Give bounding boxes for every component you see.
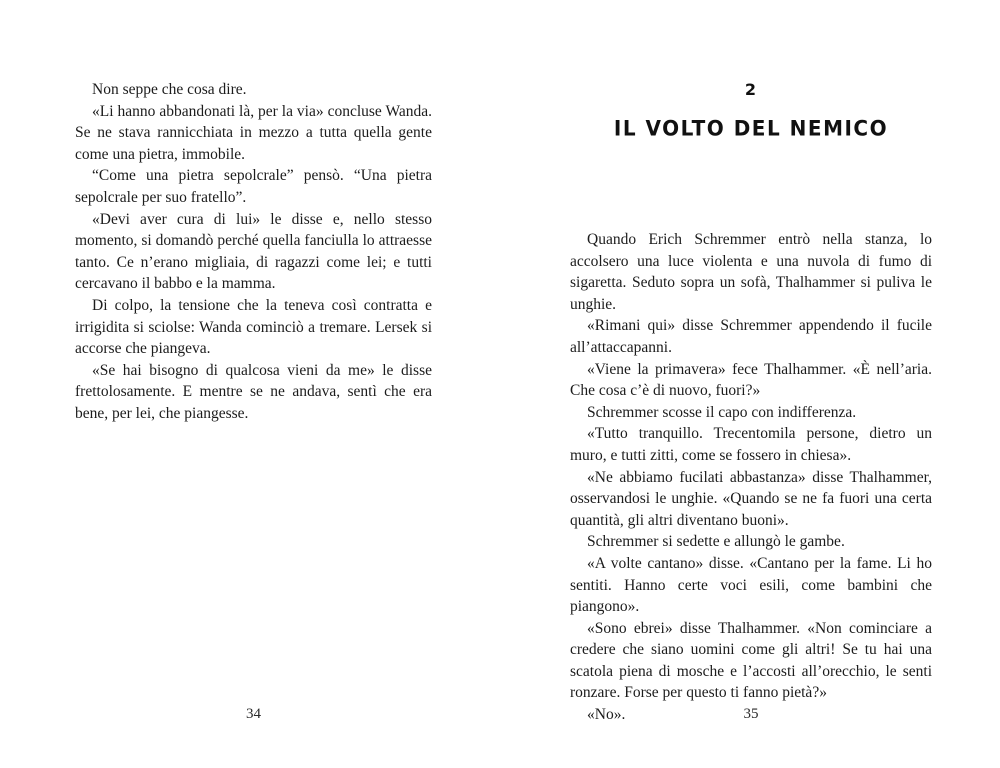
left-page-number: 34: [246, 706, 261, 722]
right-page-number: 35: [743, 706, 759, 722]
right-page-text: [570, 229, 932, 726]
paragraph: «A volte cantano» disse. «Cantano per la fame. Li ho sentiti. Hanno certe voci esili, come bambini che piangono».: [570, 554, 932, 616]
left-page-text: [75, 79, 432, 425]
paragraph: «Ne abbiamo fucilati abbastanza» disse Thalhammer, osservandosi le unghie. «Quando se ne fa fuori una certa quantità, gli altri diventano buoni».: [570, 468, 932, 529]
chapter-title: IL VOLTO DEL NEMICO: [613, 115, 889, 141]
paragraph: «Se hai bisogno di qualcosa vieni da me» le disse frettolosamente. E mentre se ne andava, sentì che era bene, per lei, che piangesse.: [75, 361, 432, 422]
paragraph: «No».: [587, 706, 626, 724]
paragraph: Schremmer scosse il capo con indifferenza.: [587, 403, 857, 421]
paragraph: «Rimani qui» disse Schremmer appendendo il fucile all’attaccapanni.: [570, 317, 932, 356]
paragraph: “Come una pietra sepolcrale” pensò. “Una pietra sepolcrale per suo fratello”.: [75, 167, 432, 206]
paragraph: «Tutto tranquillo. Trecentomila persone, dietro un muro, e tutti zitti, come se fossero in chiesa».: [570, 425, 932, 464]
paragraph: Di colpo, la tensione che la teneva così contratta e irrigidita si sciolse: Wanda cominciò a tremare. Lersek si accorse che piangeva.: [75, 296, 432, 358]
paragraph: «Viene la primavera» fece Thalhammer. «È nell’aria. Che cosa c’è di nuovo, fuori?»: [570, 360, 932, 400]
paragraph: «Sono ebrei» disse Thalhammer. «Non cominciare a credere che siano uomini come gli altri! Se tu hai una scatola piena di mosche e l’accosti all’orecchio, le senti ronzare. Forse per questo ti fanno pietà?»: [570, 619, 932, 702]
paragraph: Schremmer si sedette e allungò le gambe.: [587, 533, 845, 551]
paragraph: Quando Erich Schremmer entrò nella stanza, lo accolsero una luce violenta e una nuvola di fumo di sigaretta. Seduto sopra un sofà, Thalhammer si puliva le unghie.: [570, 231, 932, 313]
paragraph: «Li hanno abbandonati là, per la via» concluse Wanda. Se ne stava rannicchiata in mezzo a tutta quella gente come una pietra, immobile.: [75, 102, 432, 163]
paragraph: Non seppe che cosa dire.: [92, 81, 247, 98]
chapter-number: 2: [744, 80, 758, 99]
paragraph: «Devi aver cura di lui» le disse e, nello stesso momento, si domandò perché quella fanciulla lo attraesse tanto. Ce n’erano migliaia, di ragazzi come lei; e tutti cercavano il babbo e la mamma.: [75, 210, 432, 293]
